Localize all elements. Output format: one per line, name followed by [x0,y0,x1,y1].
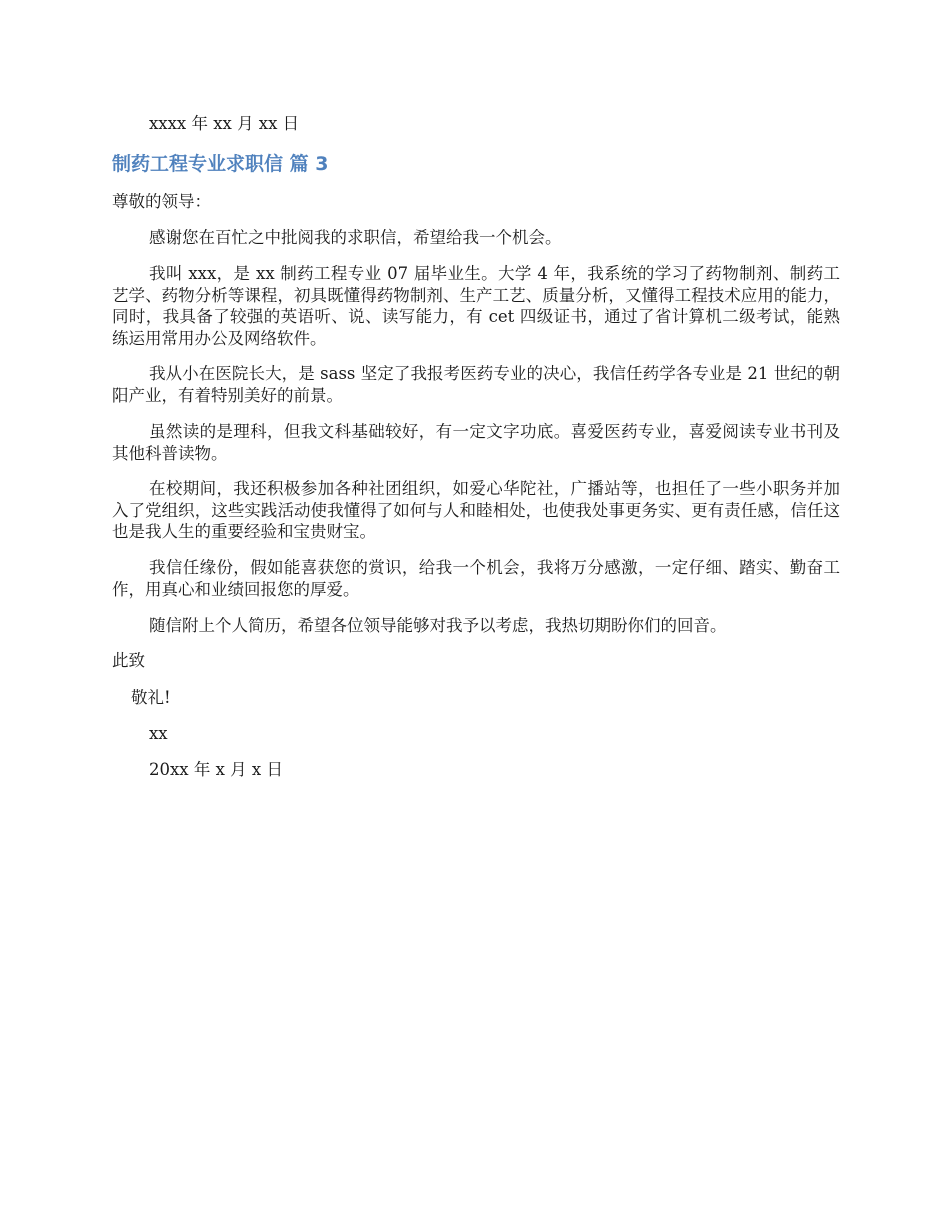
paragraph-motivation: 我从小在医院长大，是 sass 坚定了我报考医药专业的决心，我信任药学各专业是 21 世纪的朝阳产业，有着特别美好的前景。 [112,364,840,405]
paragraph-thanks: 感谢您在百忙之中批阅我的求职信，希望给我一个机会。 [149,228,562,247]
section-heading: 制药工程专业求职信 篇 3 [112,153,329,175]
regards: 敬礼! [131,688,171,707]
paragraph-introduction: 我叫 xxx，是 xx 制药工程专业 07 届毕业生。大学 4 年，我系统的学习了药物制剂、制药工艺学、药物分析等课程，初具既懂得药物制剂、生产工艺、质量分析，又懂得工程技术应用的能力，同时，我具备了较强的英语听、说、读写能力，有 cet 四级证书，通过了省计算机二级考试，能熟练运用常用办公及网络软件。 [112,264,840,348]
signature: xx [149,724,168,743]
bottom-date: 20xx 年 x 月 x 日 [149,760,283,779]
salutation: 尊敬的领导： [112,192,211,211]
paragraph-resume-note: 随信附上个人简历，希望各位领导能够对我予以考虑，我热切期盼你们的回音。 [149,616,727,635]
top-date: xxxx 年 xx 月 xx 日 [149,114,300,133]
closing: 此致 [112,651,145,670]
paragraph-commitment: 我信任缘份，假如能喜获您的赏识，给我一个机会，我将万分感激，一定仔细、踏实、勤奋工作，用真心和业绩回报您的厚爱。 [112,558,840,599]
paragraph-background: 虽然读的是理科，但我文科基础较好，有一定文字功底。喜爱医药专业，喜爱阅读专业书刊及其他科普读物。 [112,422,840,463]
paragraph-campus-activities: 在校期间，我还积极参加各种社团组织，如爱心华陀社，广播站等，也担任了一些小职务并加入了党组织，这些实践活动使我懂得了如何与人和睦相处，也使我处事更务实、更有责任感，信任这也是我人生的重要经验和宝贵财宝。 [112,479,840,541]
